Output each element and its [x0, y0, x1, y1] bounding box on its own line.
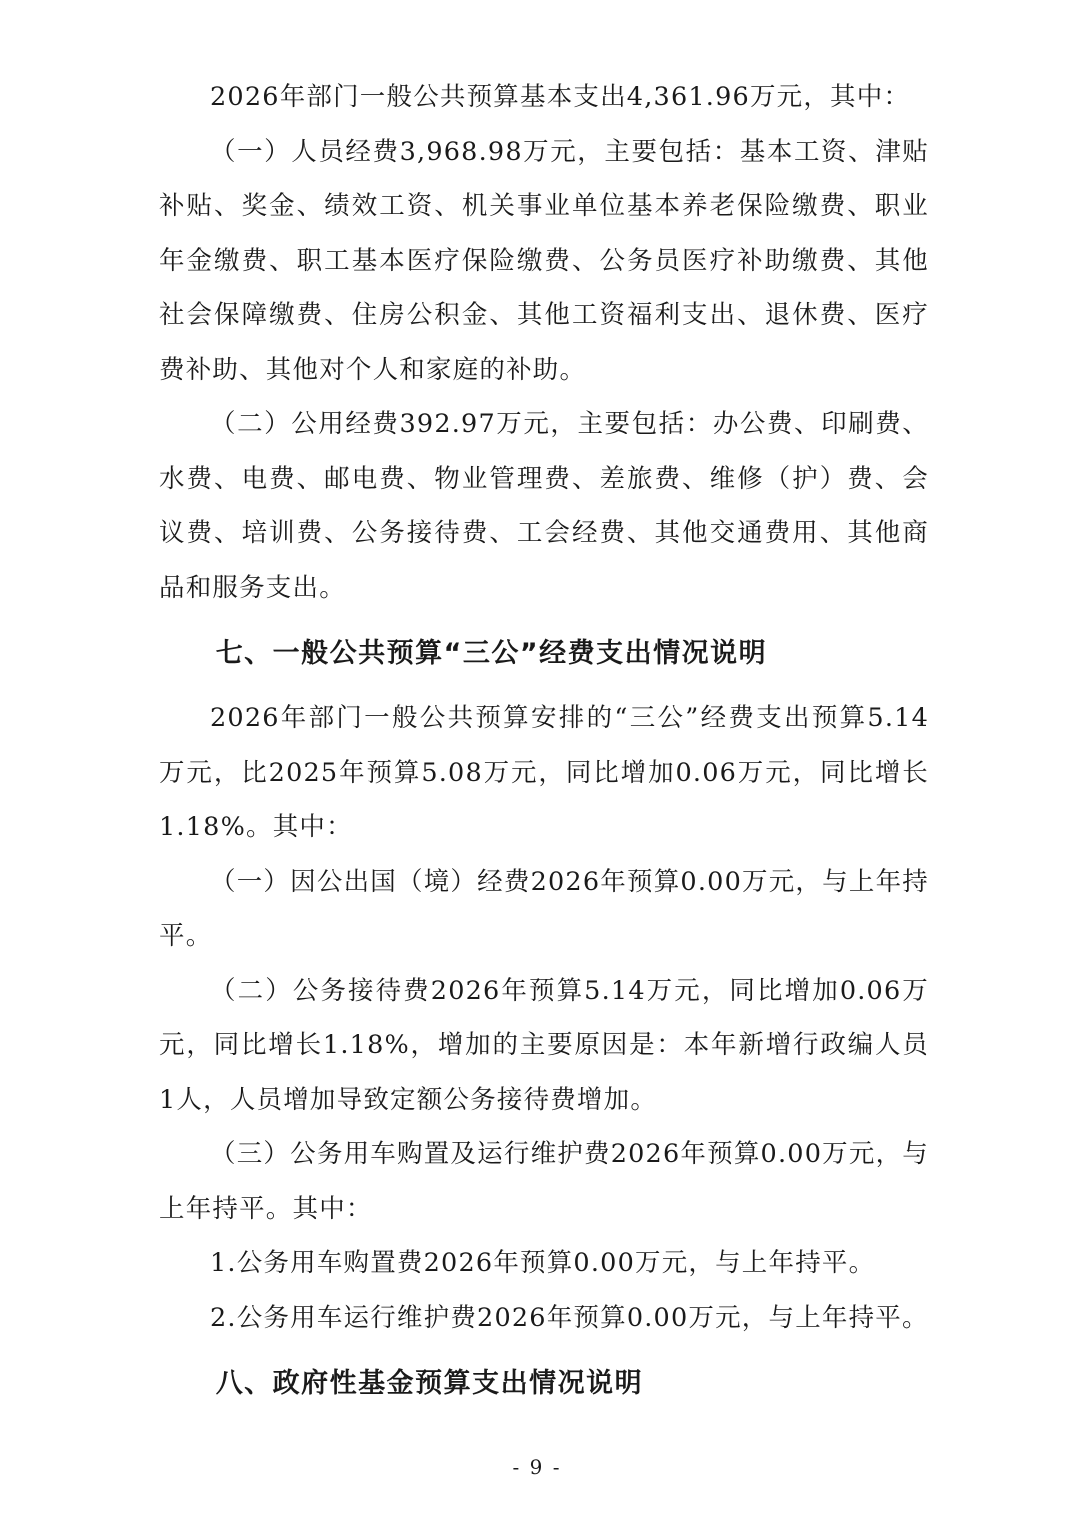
section-heading-8: 八、政府性基金预算支出情况说明: [215, 1368, 644, 1399]
document-page: [159, 70, 929, 1421]
public-use-expense-paragraph: （二）公用经费392.97万元，主要包括：办公费、印刷费、水费、电费、邮电费、物业管理费、差旅费、维修（护）费、会议费、培训费、公务接待费、工会经费、其他交通费用、其他商品和服务支出。: [159, 409, 929, 603]
basic-expenditure-intro: 2026年部门一般公共预算基本支出4,361.96万元，其中：: [210, 82, 911, 112]
reception-expense-paragraph: （二）公务接待费2026年预算5.14万元，同比增加0.06万元，同比增长1.18%，增加的主要原因是：本年新增行政编人员1人，人员增加导致定额公务接待费增加。: [159, 975, 929, 1115]
personnel-expense-paragraph: （一）人员经费3,968.98万元，主要包括：基本工资、津贴补贴、奖金、绩效工资、机关事业单位基本养老保险缴费、职业年金缴费、职工基本医疗保险缴费、公务员医疗补助缴费、其他社会保障缴费、住房公积金、其他工资福利支出、退休费、医疗费补助、其他对个人和家庭的补助。: [159, 136, 929, 385]
abroad-expense-paragraph: （一）因公出国（境）经费2026年预算0.00万元，与上年持平。: [159, 866, 929, 951]
three-public-expense-intro: 2026年部门一般公共预算安排的“三公”经费支出预算5.14万元，比2025年预算5.08万元，同比增加0.06万元，同比增长1.18%。其中：: [159, 703, 929, 842]
vehicle-purchase-item: 1.公务用车购置费2026年预算0.00万元，与上年持平。: [210, 1248, 876, 1278]
page-number: - 9 -: [512, 1455, 562, 1479]
vehicle-operation-item: 2.公务用车运行维护费2026年预算0.00万元，与上年持平。: [210, 1302, 929, 1333]
section-heading-7: 七、一般公共预算“三公”经费支出情况说明: [215, 638, 768, 669]
vehicle-expense-paragraph: （三）公务用车购置及运行维护费2026年预算0.00万元，与上年持平。其中：: [159, 1139, 929, 1224]
